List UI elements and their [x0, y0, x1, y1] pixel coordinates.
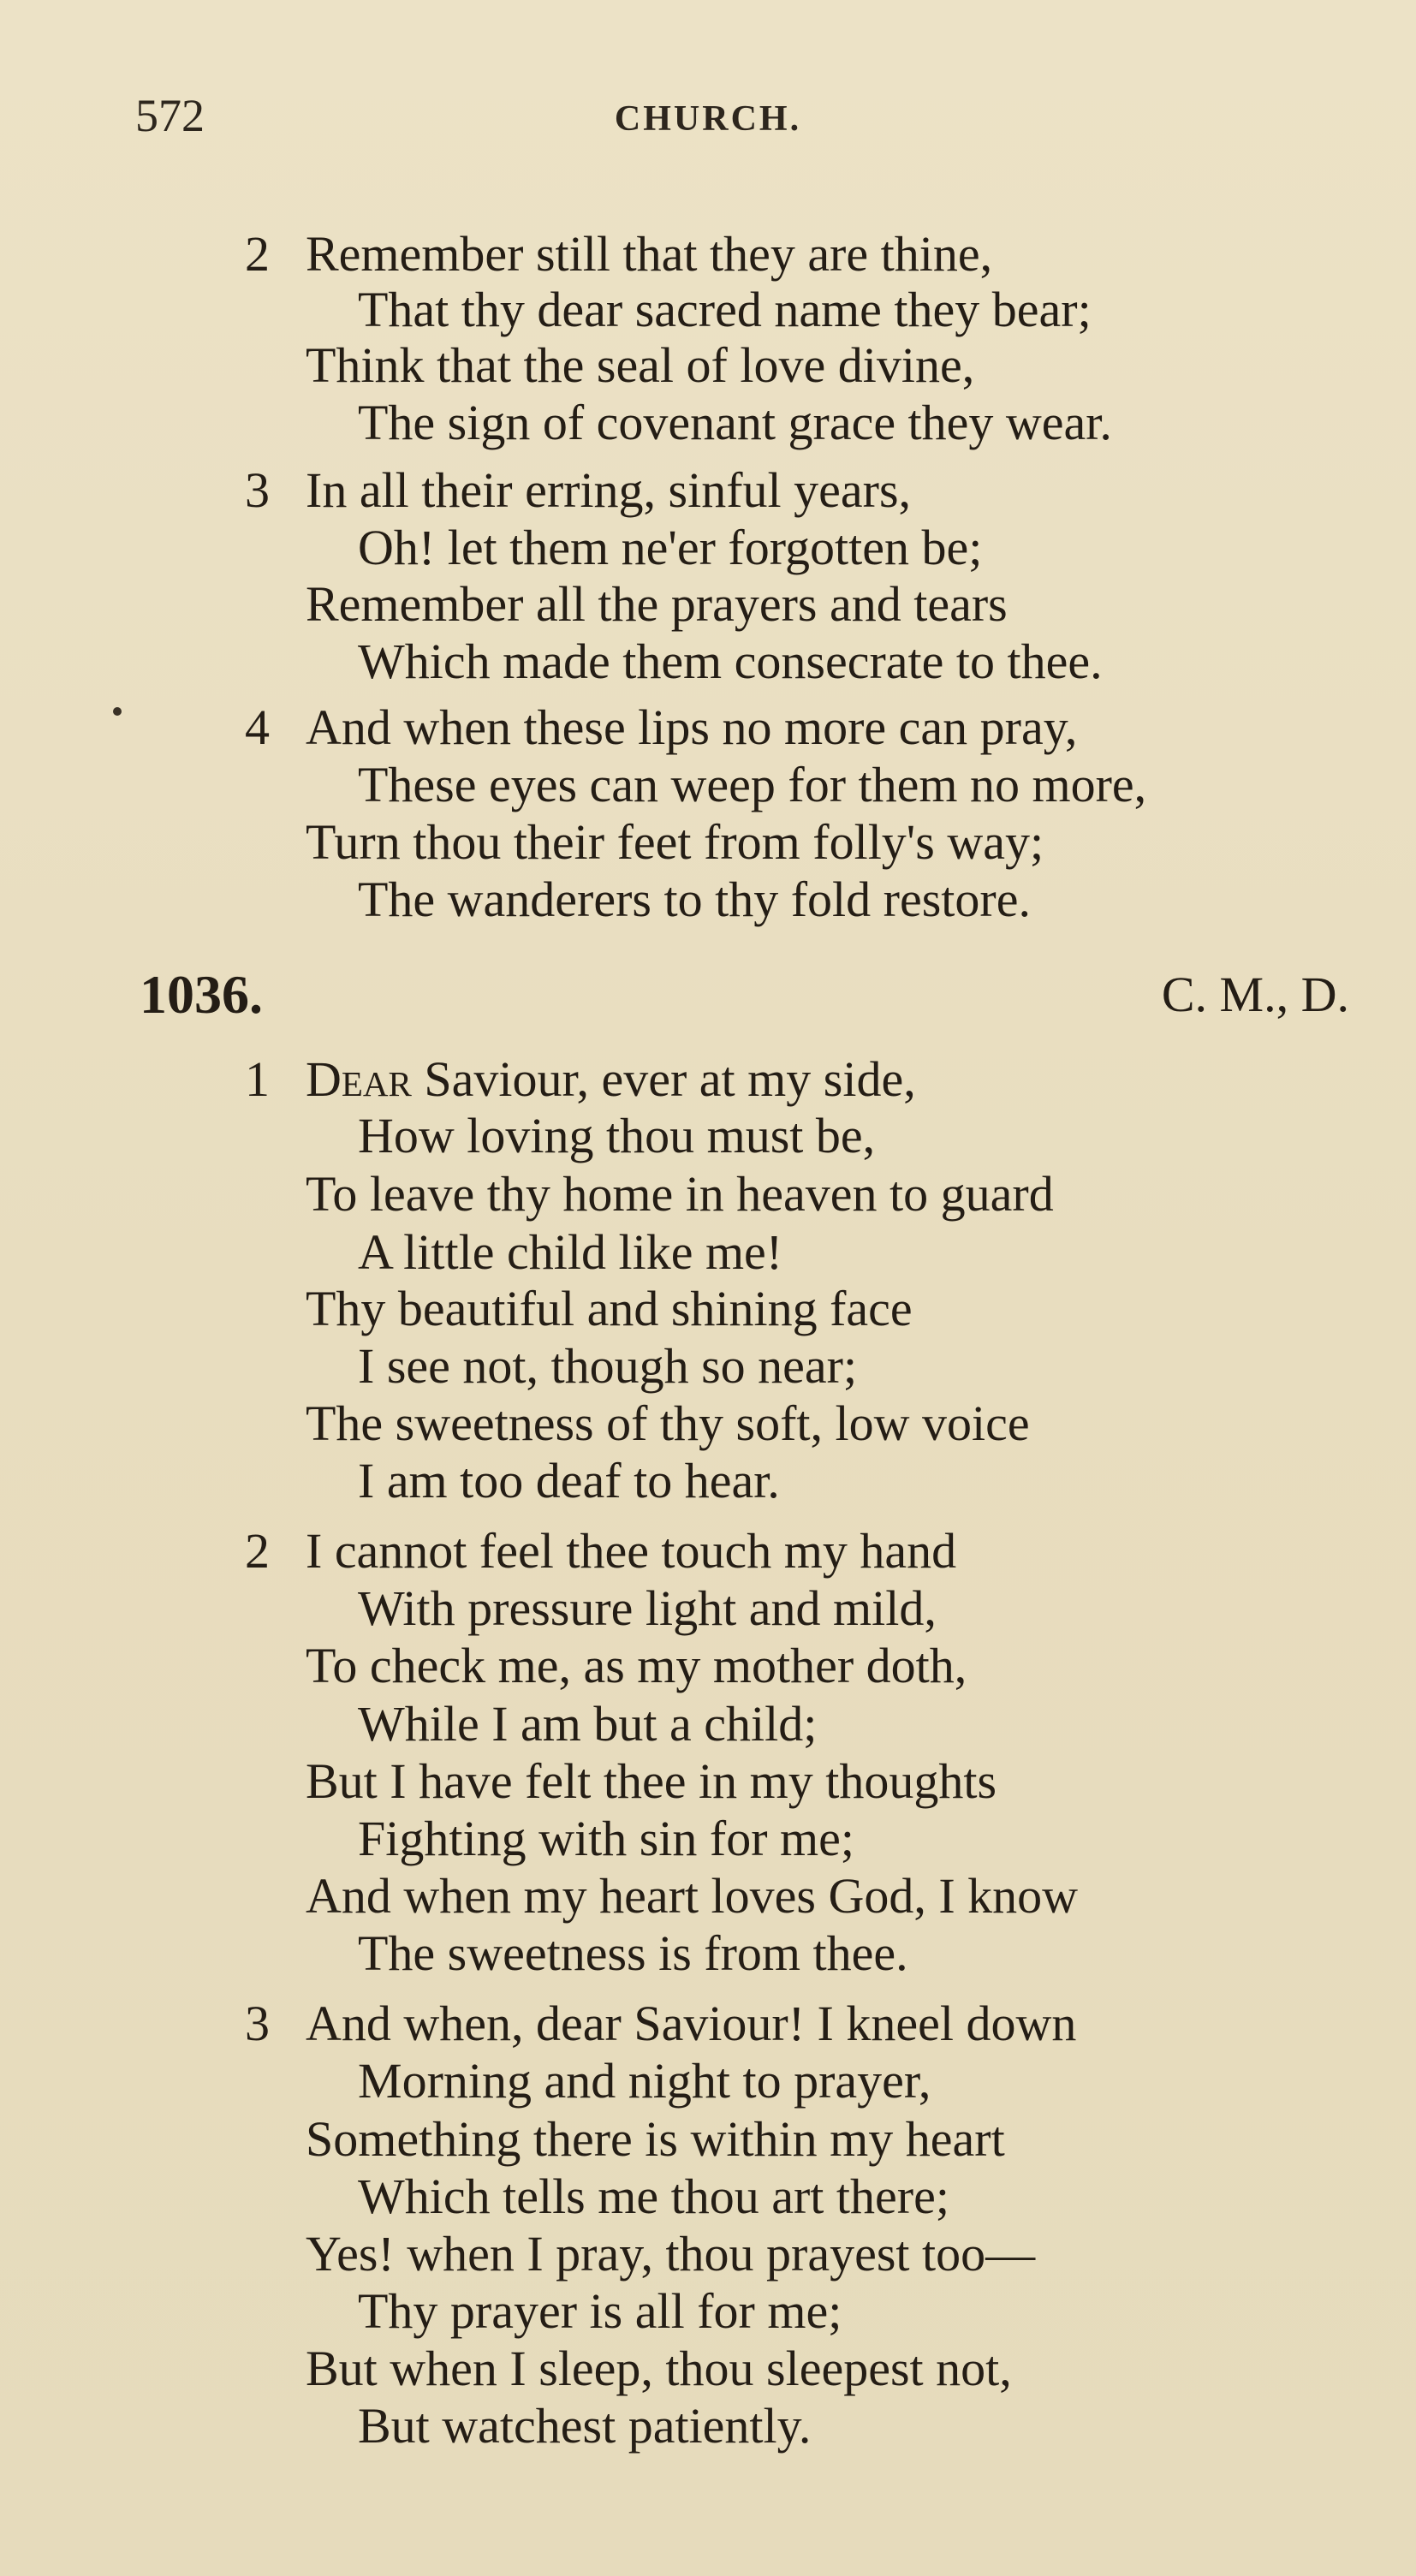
verse-line: In all their erring, sinful years,: [306, 462, 912, 518]
verse-line: Yes! when I pray, thou prayest too—: [306, 2226, 1036, 2282]
verse-line: Something there is within my heart: [306, 2111, 1005, 2167]
verse-line: Remember all the prayers and tears: [306, 576, 1008, 632]
verse-line: The sweetness of thy soft, low voice: [306, 1395, 1030, 1451]
verse-line: Think that the seal of love divine,: [306, 337, 975, 393]
verse-line: That thy dear sacred name they bear;: [358, 282, 1092, 337]
verse-line: And when, dear Saviour! I kneel down: [306, 1996, 1077, 2051]
verse-number: 2: [245, 226, 270, 282]
verse-line: But watchest patiently.: [358, 2398, 812, 2454]
drop-word: Dear: [306, 1051, 412, 1107]
verse-line: Morning and night to prayer,: [358, 2053, 931, 2109]
verse-line: But I have felt thee in my thoughts: [306, 1753, 997, 1809]
verse-line: Thy prayer is all for me;: [358, 2283, 842, 2339]
verse-line: And when my heart loves God, I know: [306, 1868, 1079, 1924]
hymn-number: 1036.: [140, 964, 263, 1025]
verse-line: And when these lips no more can pray,: [306, 699, 1078, 755]
verse-line: The wanderers to thy fold restore.: [358, 872, 1031, 927]
verse-line: To leave thy home in heaven to guard: [306, 1166, 1054, 1222]
verse-line: The sweetness is from thee.: [358, 1925, 908, 1981]
verse-line: The sign of covenant grace they wear.: [358, 395, 1112, 450]
verse-line: While I am but a child;: [358, 1696, 818, 1752]
hymn-meter: C. M., D.: [1161, 967, 1349, 1022]
verse-line: A little child like me!: [358, 1224, 783, 1280]
verse-number: 1: [245, 1051, 270, 1107]
verse-line: How loving thou must be,: [358, 1108, 876, 1163]
verse-number: 4: [245, 699, 270, 755]
verse-line: I see not, though so near;: [358, 1338, 858, 1394]
verse-number: 2: [245, 1523, 270, 1579]
verse-line: Remember still that they are thine,: [306, 226, 993, 282]
verse-line: Oh! let them ne'er forgotten be;: [358, 520, 983, 575]
verse-line: But when I sleep, thou sleepest not,: [306, 2341, 1012, 2396]
verse-number: 3: [245, 1996, 270, 2051]
ink-speck: [113, 707, 122, 716]
verse-line: I cannot feel thee touch my hand: [306, 1523, 957, 1579]
verse-line: With pressure light and mild,: [358, 1580, 937, 1636]
verse-line: Which tells me thou art there;: [358, 2168, 949, 2224]
verse-line: Fighting with sin for me;: [358, 1811, 854, 1866]
verse-number: 3: [245, 462, 270, 518]
verse-line: Thy beautiful and shining face: [306, 1281, 913, 1336]
verse-line: [306, 1051, 916, 1107]
verse-line: I am too deaf to hear.: [358, 1453, 780, 1508]
verse-line-rest: Saviour, ever at my side,: [411, 1051, 916, 1107]
running-head: CHURCH.: [614, 99, 802, 139]
verse-line: Which made them consecrate to thee.: [358, 634, 1103, 689]
verse-line: These eyes can weep for them no more,: [358, 757, 1147, 812]
verse-line: Turn thou their feet from folly's way;: [306, 814, 1044, 870]
verse-line: To check me, as my mother doth,: [306, 1638, 967, 1693]
page-number: 572: [135, 90, 205, 141]
